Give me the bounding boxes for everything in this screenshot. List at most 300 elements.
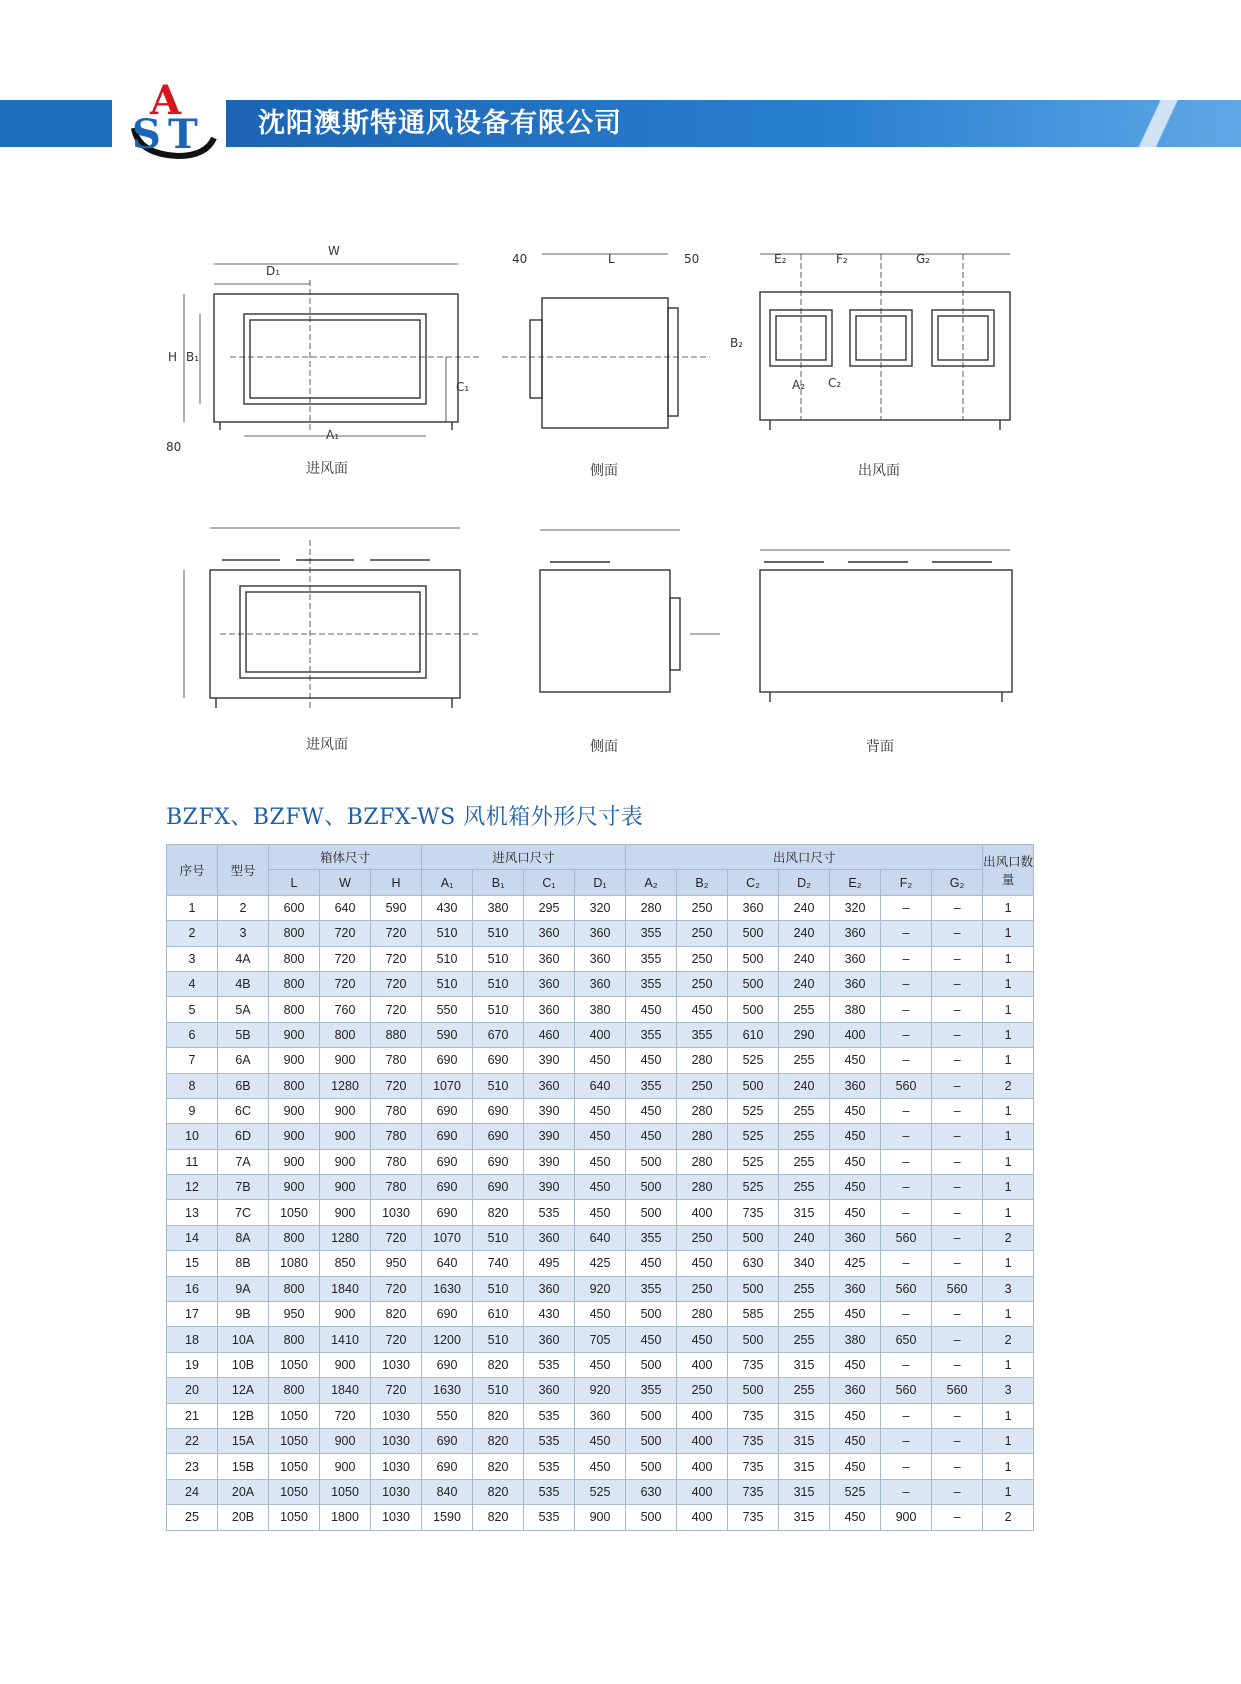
table-cell: 355 [626,1276,677,1301]
table-cell: 495 [524,1251,575,1276]
table-cell: 1840 [320,1378,371,1403]
table-cell: 4 [167,971,218,996]
table-cell: 1 [983,895,1034,920]
table-cell: 510 [473,1276,524,1301]
table-cell: 690 [422,1098,473,1123]
table-cell: 1030 [371,1454,422,1479]
table-cell: 255 [779,1327,830,1352]
table-cell: 840 [422,1479,473,1504]
table-cell: 255 [779,1175,830,1200]
table-cell: 450 [830,1352,881,1377]
table-cell: 360 [575,946,626,971]
side-view-2 [540,530,720,692]
table-cell: 900 [269,1149,320,1174]
table-cell: 1 [983,1403,1034,1428]
table-cell: 390 [524,1124,575,1149]
dim-label-80: 80 [166,440,182,454]
table-cell: 8A [218,1225,269,1250]
table-cell: 600 [269,895,320,920]
table-cell: 800 [269,997,320,1022]
caption-back: 背面 [866,739,894,755]
table-cell: 800 [269,971,320,996]
table-cell: 780 [371,1048,422,1073]
table-cell: 22 [167,1428,218,1453]
table-cell: 10A [218,1327,269,1352]
group-header-inlet: 进风口尺寸 [422,845,626,870]
table-cell: 720 [320,971,371,996]
table-cell: 390 [524,1048,575,1073]
table-cell: 360 [830,1225,881,1250]
table-cell: 735 [728,1403,779,1428]
table-cell: – [881,1352,932,1377]
table-cell: – [881,1200,932,1225]
table-cell: 450 [626,1048,677,1073]
table-cell: 320 [575,895,626,920]
table-cell: 735 [728,1428,779,1453]
table-cell: – [932,1149,983,1174]
table-cell: 9A [218,1276,269,1301]
table-cell: 1030 [371,1352,422,1377]
table-cell: 500 [728,971,779,996]
table-row [167,1251,1034,1276]
table-cell: 20A [218,1479,269,1504]
table-cell: 315 [779,1479,830,1504]
table-cell: 900 [269,1098,320,1123]
table-cell: 360 [524,1073,575,1098]
table-cell: – [932,1327,983,1352]
table-cell: 630 [626,1479,677,1504]
table-cell: 23 [167,1454,218,1479]
dimension-table [166,844,1034,1531]
table-cell: 500 [728,1225,779,1250]
table-cell: – [932,1428,983,1453]
table-row [167,1276,1034,1301]
table-cell: 250 [677,895,728,920]
caption-outlet-face: 出风面 [858,463,900,479]
table-cell: – [881,1048,932,1073]
table-cell: 2 [218,895,269,920]
table-cell: 720 [320,921,371,946]
col-header-sub: L [269,870,320,895]
table-cell: 500 [728,997,779,1022]
table-cell: 780 [371,1149,422,1174]
table-cell: – [881,1124,932,1149]
table-cell: 720 [371,997,422,1022]
table-cell: 315 [779,1454,830,1479]
table-cell: 360 [524,1225,575,1250]
table-cell: 450 [575,1352,626,1377]
back-box-outline [760,570,1012,692]
table-cell: 2 [983,1505,1034,1530]
table-cell: 255 [779,1276,830,1301]
table-cell: 400 [575,1022,626,1047]
table-cell: 8 [167,1073,218,1098]
col-header-count: 出风口数量 [983,845,1034,896]
table-cell: 525 [830,1479,881,1504]
table-cell: 20 [167,1378,218,1403]
table-cell: 355 [677,1022,728,1047]
table-row [167,1073,1034,1098]
table-cell: 450 [830,1403,881,1428]
table-cell: 610 [728,1022,779,1047]
table-cell: 650 [881,1327,932,1352]
table-cell: – [881,921,932,946]
table-cell: 900 [575,1505,626,1530]
table-cell: 450 [575,1175,626,1200]
table-cell: 735 [728,1505,779,1530]
table-cell: 2 [983,1225,1034,1250]
table-cell: 360 [524,1327,575,1352]
table-cell: 690 [422,1428,473,1453]
table-cell: 1 [983,1048,1034,1073]
table-cell: 1030 [371,1200,422,1225]
table-cell: 735 [728,1200,779,1225]
table-cell: – [881,1428,932,1453]
table-cell: 500 [626,1200,677,1225]
table-cell: 535 [524,1200,575,1225]
table-cell: – [932,895,983,920]
table-cell: 240 [779,946,830,971]
col-header-sub: E₂ [830,870,881,895]
table-cell: 450 [830,1149,881,1174]
table-row [167,1048,1034,1073]
table-cell: 25 [167,1505,218,1530]
table-cell: 535 [524,1454,575,1479]
table-cell: 425 [575,1251,626,1276]
table-cell: 1030 [371,1505,422,1530]
col-header-sub: A₂ [626,870,677,895]
table-cell: 7 [167,1048,218,1073]
table-cell: 3 [983,1276,1034,1301]
table-cell: 900 [881,1505,932,1530]
table-cell: 800 [269,1225,320,1250]
table-cell: 315 [779,1505,830,1530]
table-cell: 360 [575,921,626,946]
table-cell: – [881,1175,932,1200]
table-cell: 510 [473,921,524,946]
table-cell: 280 [677,1302,728,1327]
table-cell: 250 [677,1225,728,1250]
table-cell: 500 [728,946,779,971]
table-cell: 450 [830,1428,881,1453]
table-row [167,971,1034,996]
table-cell: 390 [524,1175,575,1200]
table-cell: 780 [371,1098,422,1123]
technical-drawings [150,240,1030,760]
table-cell: 735 [728,1479,779,1504]
table-cell: 820 [473,1352,524,1377]
table-cell: 820 [371,1302,422,1327]
col-header-sub: C₂ [728,870,779,895]
table-row [167,1124,1034,1149]
table-cell: 450 [626,1124,677,1149]
table-cell: 3 [167,946,218,971]
table-row [167,946,1034,971]
dim-label-a2: A₂ [792,378,806,392]
table-cell: 800 [269,1327,320,1352]
col-header-sub: D₂ [779,870,830,895]
table-cell: 535 [524,1428,575,1453]
table-cell: – [881,1149,932,1174]
table-cell: 900 [269,1048,320,1073]
table-cell: 4A [218,946,269,971]
table-cell: – [932,921,983,946]
table-cell: 525 [728,1175,779,1200]
table-cell: 900 [320,1428,371,1453]
table-cell: 560 [932,1378,983,1403]
table-cell: – [932,1302,983,1327]
table-cell: – [881,1022,932,1047]
table-cell: 1 [983,997,1034,1022]
table-cell: 255 [779,1124,830,1149]
table-cell: 900 [320,1175,371,1200]
table-cell: 690 [473,1098,524,1123]
table-cell: 1030 [371,1428,422,1453]
table-cell: 255 [779,1098,830,1123]
table-row [167,1225,1034,1250]
table-cell: 250 [677,921,728,946]
table-cell: 2 [167,921,218,946]
company-logo [128,76,220,166]
table-cell: 705 [575,1327,626,1352]
table-cell: 500 [728,921,779,946]
table-cell: 355 [626,1225,677,1250]
table-cell: 360 [830,1276,881,1301]
table-cell: – [881,1098,932,1123]
table-cell: 450 [575,1048,626,1073]
table-cell: 360 [830,971,881,996]
table-cell: 690 [422,1149,473,1174]
outlet-box-outline [760,292,1010,420]
inlet-opening-outer [244,314,426,404]
table-cell: 900 [320,1352,371,1377]
dim-label-c2: C₂ [828,376,842,390]
table-cell: 1 [983,1454,1034,1479]
dim-label-b1: B₁ [186,350,200,364]
col-header-sub: W [320,870,371,895]
table-cell: – [932,1251,983,1276]
table-cell: 720 [371,921,422,946]
table-cell: 1280 [320,1225,371,1250]
table-cell: 450 [677,1251,728,1276]
table-cell: 510 [422,946,473,971]
table-cell: 280 [677,1175,728,1200]
table-cell: 690 [422,1454,473,1479]
dim-label-a1: A₁ [326,428,340,442]
table-cell: 360 [524,997,575,1022]
table-cell: 1 [983,1124,1034,1149]
table-cell: 1 [983,1149,1034,1174]
table-cell: 500 [626,1428,677,1453]
table-cell: 450 [575,1149,626,1174]
col-header-model: 型号 [218,845,269,896]
table-cell: 14 [167,1225,218,1250]
col-header-sub: H [371,870,422,895]
table-cell: 690 [422,1175,473,1200]
table-row [167,1200,1034,1225]
dim-label-e2: E₂ [774,252,787,266]
table-cell: 690 [473,1048,524,1073]
table-cell: 500 [626,1149,677,1174]
outlet-face-view [760,254,1010,430]
table-cell: 1590 [422,1505,473,1530]
side-view-1 [502,254,710,428]
table-cell: 1 [983,921,1034,946]
caption-side-2: 侧面 [590,739,618,755]
table-cell: 360 [524,1378,575,1403]
table-cell: 1630 [422,1378,473,1403]
inlet-face-view-1 [184,264,480,436]
table-row [167,1479,1034,1504]
table-cell: 560 [881,1225,932,1250]
table-cell: – [932,1403,983,1428]
table-cell: 240 [779,971,830,996]
table-cell: 800 [269,1276,320,1301]
table-cell: 535 [524,1505,575,1530]
caption-inlet-face-1: 进风面 [306,461,348,477]
table-cell: 240 [779,921,830,946]
table-cell: 525 [728,1098,779,1123]
table-cell: 950 [371,1251,422,1276]
table-cell: 390 [524,1149,575,1174]
table-cell: 585 [728,1302,779,1327]
table-cell: 535 [524,1479,575,1504]
table-cell: 740 [473,1251,524,1276]
table-cell: 360 [524,971,575,996]
logo-letter-t: T [168,111,198,158]
table-row [167,1098,1034,1123]
table-cell: 360 [524,921,575,946]
table-cell: 295 [524,895,575,920]
inlet-opening-inner [250,320,420,398]
table-cell: 1050 [269,1454,320,1479]
table-cell: 380 [473,895,524,920]
table-cell: 11 [167,1149,218,1174]
table-cell: 400 [677,1200,728,1225]
logo-letter-s: S [132,111,161,158]
table-cell: 430 [422,895,473,920]
col-header-no: 序号 [167,845,218,896]
table-cell: 510 [473,946,524,971]
table-cell: 255 [779,1048,830,1073]
table-cell: 690 [473,1149,524,1174]
table-cell: 450 [626,1251,677,1276]
table-cell: 380 [830,1327,881,1352]
table-cell: 6D [218,1124,269,1149]
table-cell: 450 [830,1302,881,1327]
dim-label-l: L [608,252,615,266]
table-cell: 820 [473,1505,524,1530]
table-cell: 920 [575,1378,626,1403]
table-cell: 380 [575,997,626,1022]
col-header-sub: D₁ [575,870,626,895]
dim-label-d1: D₁ [266,264,281,278]
table-cell: 290 [779,1022,830,1047]
table-row [167,1175,1034,1200]
company-name: 沈阳澳斯特通风设备有限公司 [258,108,622,139]
table-title: BZFX、BZFW、BZFX-WS 风机箱外形尺寸表 [166,805,644,830]
table-cell: 6B [218,1073,269,1098]
table-cell: 1800 [320,1505,371,1530]
table-cell: 690 [473,1175,524,1200]
table-body [167,895,1034,1530]
table-cell: 690 [422,1302,473,1327]
table-cell: 550 [422,1403,473,1428]
table-cell: 820 [473,1200,524,1225]
table-cell: 900 [320,1124,371,1149]
table-cell: – [932,1175,983,1200]
table-cell: 820 [473,1479,524,1504]
table-cell: 510 [473,1225,524,1250]
table-cell: 255 [779,1149,830,1174]
table-cell: 280 [626,895,677,920]
table-cell: 12A [218,1378,269,1403]
table-cell: 1030 [371,1403,422,1428]
table-cell: 900 [320,1302,371,1327]
side-box-outline-2 [540,570,670,692]
table-cell: 20B [218,1505,269,1530]
table-cell: 450 [830,1048,881,1073]
table-cell: 450 [626,997,677,1022]
table-cell: 720 [320,946,371,971]
table-cell: 1 [983,1175,1034,1200]
table-cell: 900 [269,1022,320,1047]
table-cell: 450 [830,1124,881,1149]
table-cell: 280 [677,1149,728,1174]
table-cell: 250 [677,1276,728,1301]
table-cell: 2 [983,1327,1034,1352]
table-cell: 1070 [422,1225,473,1250]
table-cell: 400 [677,1403,728,1428]
table-row [167,1327,1034,1352]
table-cell: 6A [218,1048,269,1073]
table-cell: 460 [524,1022,575,1047]
table-cell: 1 [983,1302,1034,1327]
table-cell: – [881,971,932,996]
table-cell: 720 [371,946,422,971]
table-cell: – [881,1251,932,1276]
table-cell: 1 [983,946,1034,971]
table-cell: 920 [575,1276,626,1301]
table-cell: 900 [269,1124,320,1149]
table-row [167,921,1034,946]
table-cell: 355 [626,946,677,971]
table-cell: 15A [218,1428,269,1453]
table-cell: 380 [830,997,881,1022]
header-band-left [0,100,112,147]
table-cell: 1050 [269,1352,320,1377]
table-cell: 400 [677,1352,728,1377]
table-cell: – [932,997,983,1022]
side-outlet-flange [668,308,678,416]
table-cell: 510 [473,1073,524,1098]
table-cell: 1 [983,1352,1034,1377]
table-cell: 1050 [320,1479,371,1504]
table-cell: 400 [830,1022,881,1047]
dim-label-40: 40 [512,252,528,266]
table-cell: 525 [728,1149,779,1174]
table-cell: – [932,1479,983,1504]
table-cell: 900 [320,1098,371,1123]
table-cell: 16 [167,1276,218,1301]
table-cell: 500 [728,1073,779,1098]
table-cell: 1070 [422,1073,473,1098]
table-cell: 450 [575,1098,626,1123]
table-cell: 535 [524,1352,575,1377]
table-cell: 17 [167,1302,218,1327]
table-cell: 525 [728,1048,779,1073]
col-header-sub: G₂ [932,870,983,895]
